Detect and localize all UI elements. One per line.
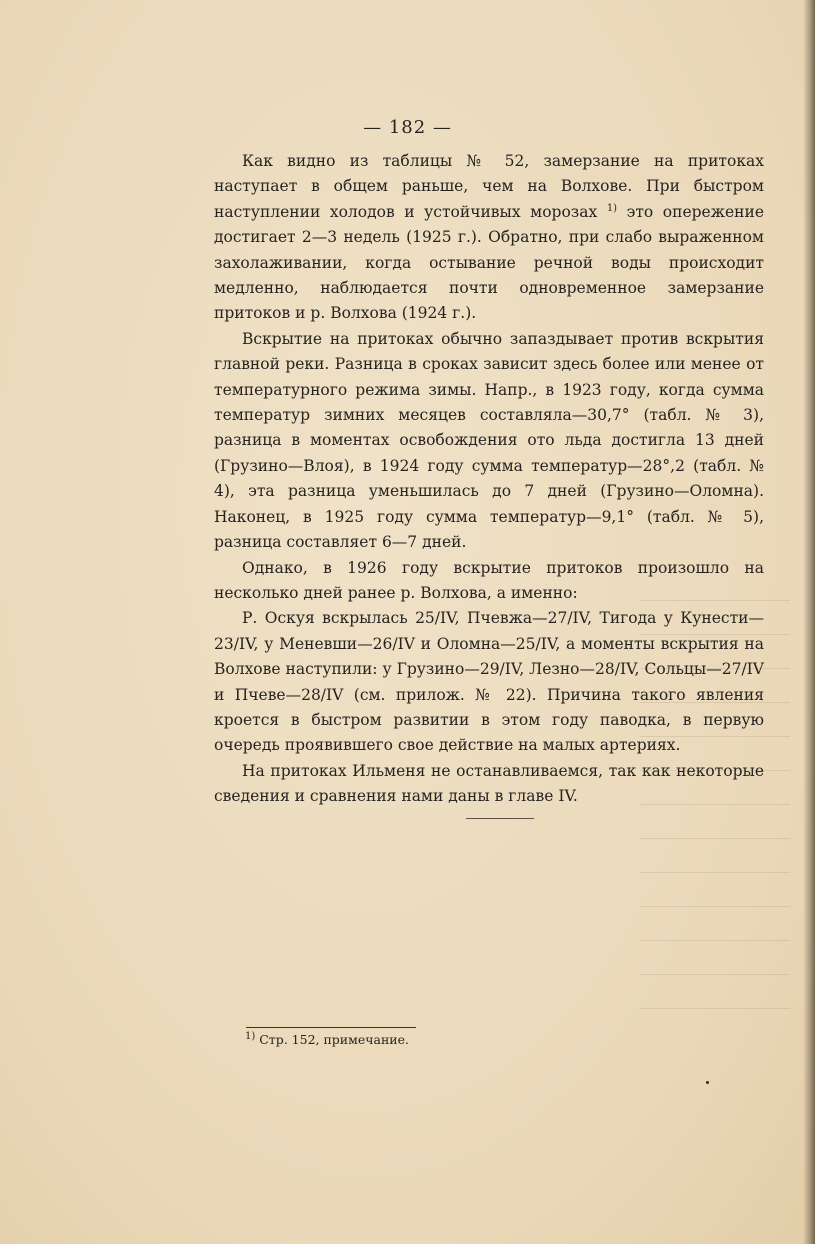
footnote [245, 1032, 409, 1048]
footnote-marker-ref: 1) [245, 1030, 256, 1042]
paragraph-5: На притоках Ильменя не останавливаемся, так как некоторые сведения и сравнения нами даны в главе IV. [214, 761, 764, 806]
page-number: — 182 — [363, 117, 452, 138]
footnote-rule [246, 1027, 416, 1028]
paragraph-4: Р. Оскуя вскрылась 25/IV, Пчевжа—27/IV, Тигода у Кунести—23/IV, у Меневши—26/IV и Оломна—25/IV, а моменты вскрытия на Волхове наступили: у Грузино—29/IV, Лезно—28/IV, Сольцы—27/IV и Пчеве—28/IV (см. прилож. № 22). Причина такого явления кроется в быстром развитии в этом году паводка, в первую очередь проявившего свое действие на малых артериях. [214, 609, 764, 755]
section-divider [466, 818, 534, 819]
paragraph-1-text-continued: это опережение достигает 2—3 недель (1925 г.). Обратно, при слабо выраженном захолаживании, когда остывание речной воды происходит медленно, наблюдается почти одновременное замерзание притоков и р. Волхова (1924 г.). [214, 202, 764, 323]
page-edge-shadow [803, 0, 815, 1244]
paragraph-2: Вскрытие на притоках обычно запаздывает против вскрытия главной реки. Разница в сроках зависит здесь более или менее от температурного режима зимы. Напр., в 1923 году, когда сумма температур зимних месяцев составляла—30,7° (табл. № 3), разница в моментах освобождения ото льда достигла 13 дней (Грузино—Влоя), в 1924 году сумма температур—28°,2 (табл. № 4), эта разница уменьшилась до 7 дней (Грузино—Оломна). Наконец, в 1925 году сумма температур—9,1° (табл. № 5), разница составляет 6—7 дней. [214, 329, 764, 552]
paragraph-1-text: Как видно из таблицы № 52, замерзание на притоках наступает в общем раньше, чем на Волхове. При быстром наступлении холодов и устойчивых морозах [214, 152, 764, 221]
footnote-marker: 1) [606, 202, 618, 214]
paragraph-3: Однако, в 1926 году вскрытие притоков произошло на несколько дней ранее р. Волхова, а именно: [214, 558, 764, 602]
paragraph-1 [214, 149, 764, 327]
ink-speck [706, 1081, 709, 1084]
body-text [214, 149, 764, 810]
footnote-text: Стр. 152, примечание. [255, 1032, 410, 1047]
